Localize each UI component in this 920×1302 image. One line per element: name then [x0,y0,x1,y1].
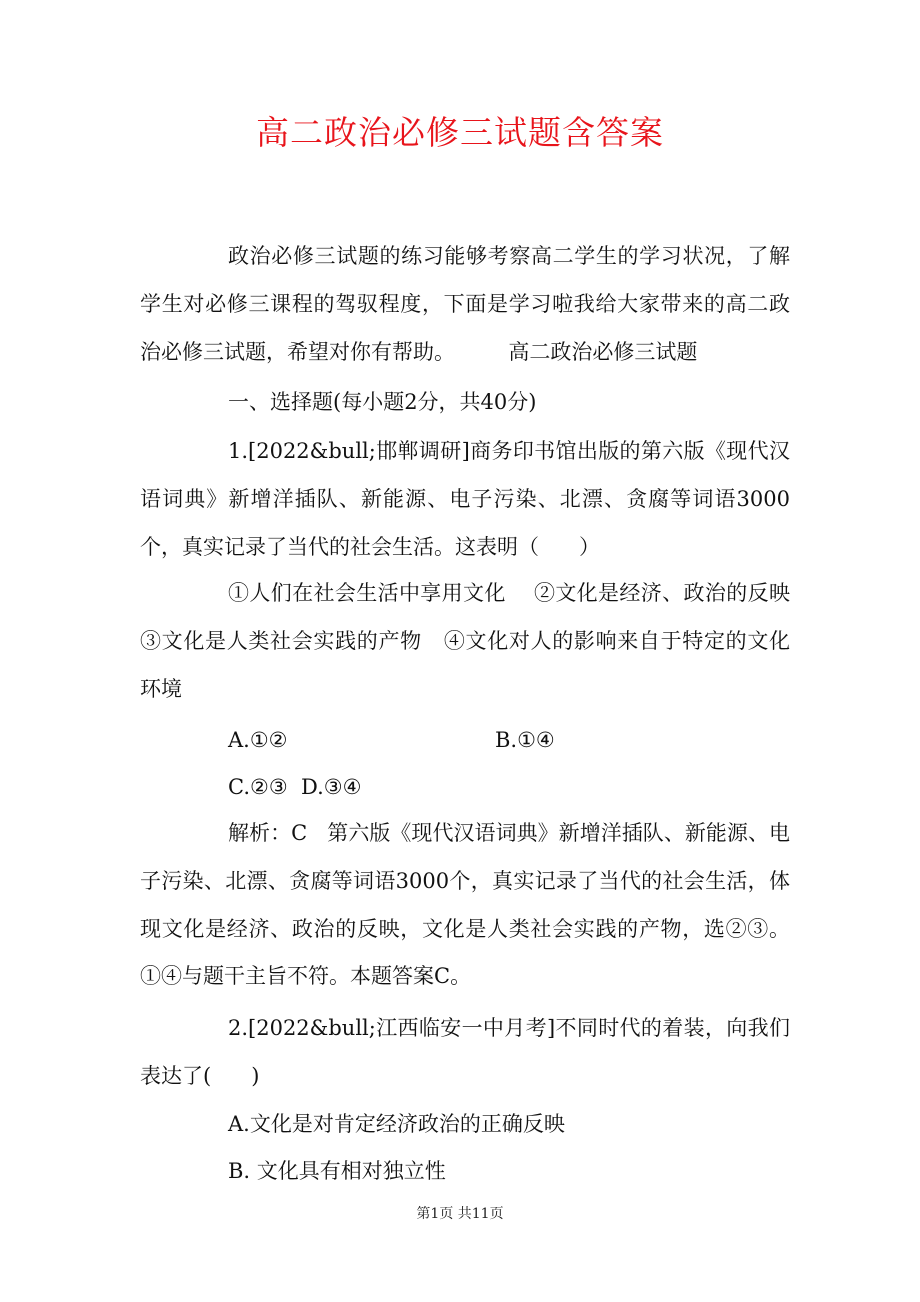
section-heading: 一、选择题(每小题2分，共40分) [228,390,537,414]
question-1-option-b: B.①④ [495,728,555,752]
question-2-stem: 2.[2022&bull;江西临安一中月考]不同时代的着装，向我们表达了( ) [140,1016,790,1088]
question-1-option-a: A.①② [228,728,288,752]
page-footer: 第1页 共11页 [416,1206,504,1222]
question-1-options-cd: C.②③ D.③④ [228,775,362,799]
question-2-option-a: A.文化是对肯定经济政治的正确反映 [228,1112,565,1136]
intro-paragraph: 政治必修三试题的练习能够考察高二学生的学习状况，了解学生对必修三课程的驾驭程度，下面是学习啦我给大家带来的高二政治必修三试题，希望对你有帮助。 高二政治必修三试题 [140,244,790,364]
question-1-analysis: 解析：C 第六版《现代汉语词典》新增洋插队、新能源、电子污染、北漂、贪腐等词语3000个，真实记录了当代的社会生活，体现文化是经济、政治的反映，文化是人类社会实践的产物，选②③。①④与题干主旨不符。本题答案C。 [140,821,790,989]
question-1-stem: 1.[2022&bull;邯郸调研]商务印书馆出版的第六版《现代汉语词典》新增洋插队、新能源、电子污染、北漂、贪腐等词语3000个，真实记录了当代的社会生活。这表明（ ） [140,439,790,559]
question-2-option-b: B. 文化具有相对独立性 [228,1159,446,1183]
document-title: 高二政治必修三试题含答案 [256,113,664,152]
question-1-statements: ①人们在社会生活中享用文化 ②文化是经济、政治的反映 ③文化是人类社会实践的产物 ④文化对人的影响来自于特定的文化环境 [140,581,817,701]
